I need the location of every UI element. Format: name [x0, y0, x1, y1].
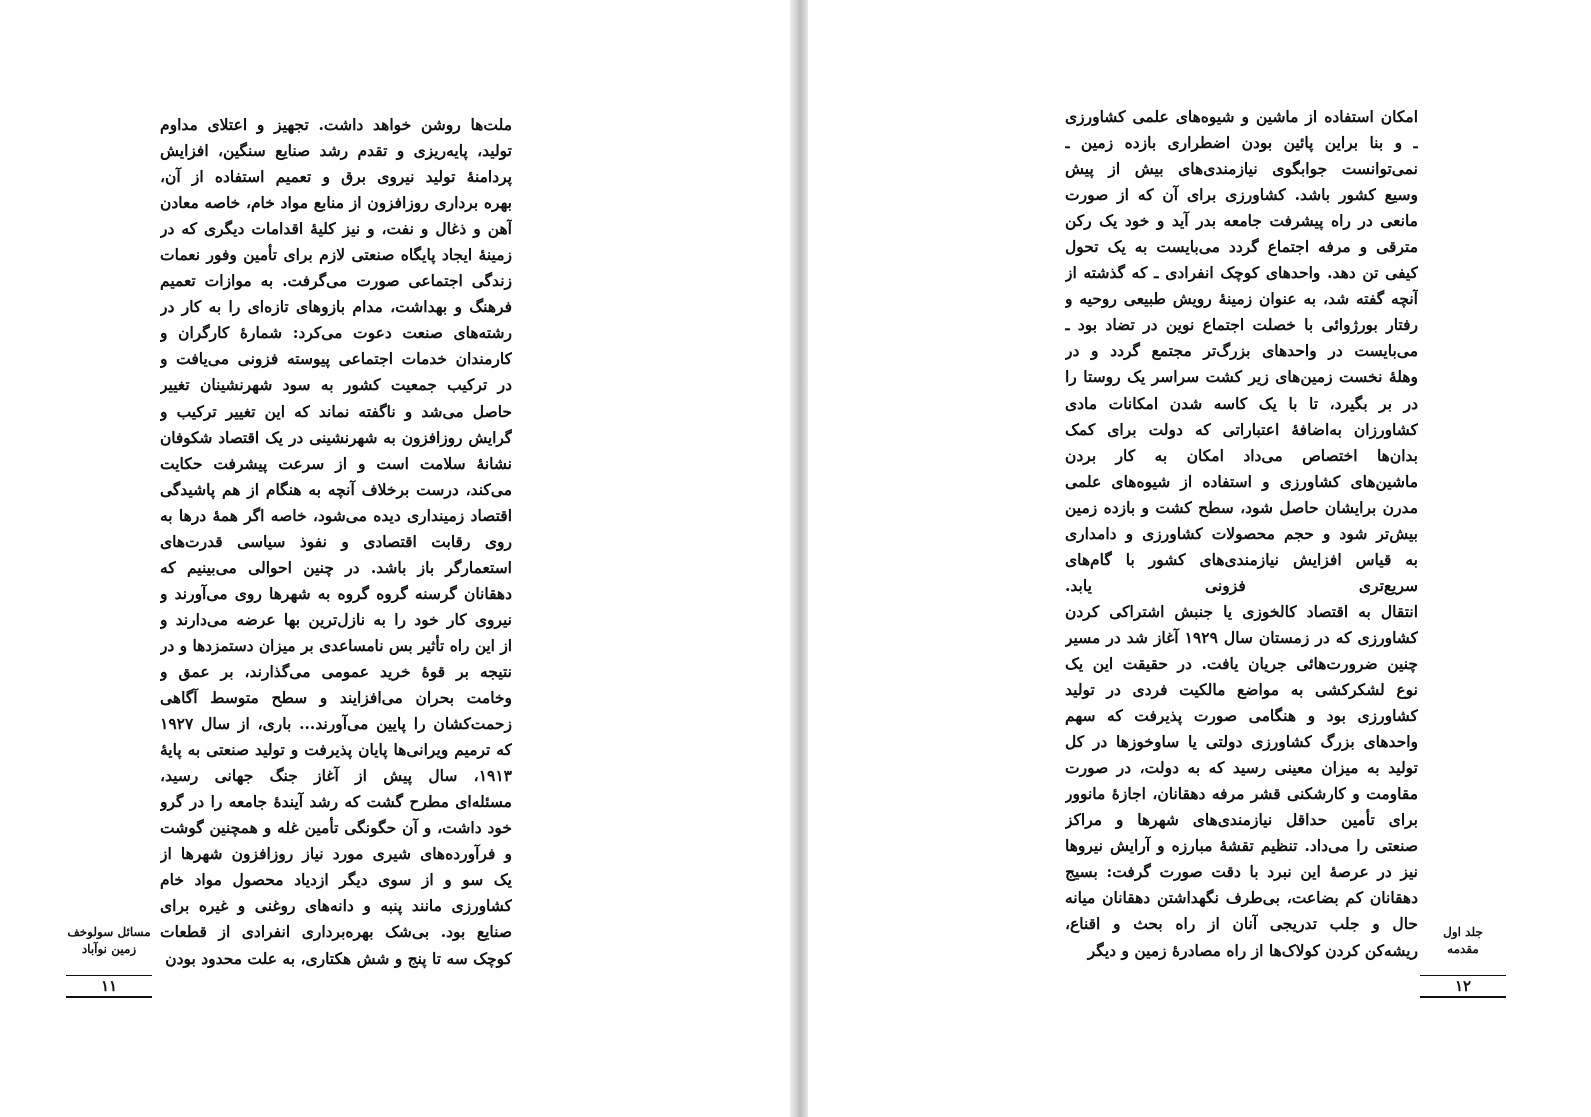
text-line: واحدهای بزرگ کشاورزی دولتی یا ساوخوزها در کل: [1065, 732, 1418, 752]
text-line: بهره برداری روزافزون از منابع مواد خام، خاصه معادن: [160, 193, 512, 213]
left-page-number: ۱۱: [100, 977, 118, 995]
book-gutter: [790, 0, 808, 1117]
folio-rule: [66, 996, 152, 998]
text-line: سریع‌تری فزونی یابد.: [1065, 575, 1418, 595]
text-line: یک سو و از سوی دیگر ازدیاد محصول مواد خام: [160, 870, 512, 890]
text-line: امکان استفاده از ماشین و شیوه‌های علمی کشاورزی: [1065, 107, 1418, 126]
text-line: وسیع کشور باشد. کشاورزی برای آن که از صورت: [1065, 185, 1418, 205]
text-line: دهقانان کم بضاعت، بی‌طرف نگهداشتن دهقانان میانه: [1065, 888, 1418, 908]
text-line: حال و جلب تدریجی آنان از راه بحث و اقناع،: [1065, 914, 1418, 934]
text-line: مترقی و مرفه اجتماع گردد می‌بایست به یک تحول: [1065, 237, 1418, 257]
text-line: ماشین‌های کشاورزی و استفاده از شیوه‌های علمی: [1065, 471, 1418, 491]
text-line: کارمندان خدمات اجتماعی پیوسته فزونی می‌یافت و: [160, 349, 512, 369]
text-line: استعمارگر باز باشد. در چنین احوالی می‌بینیم که: [160, 557, 512, 577]
text-line: خود داشت، و آن حگونگی تأمین غله و همچنین گوشت: [160, 818, 512, 838]
text-line: که ترمیم ویرانی‌ها پایان پذیرفت و تولید صنعتی به پایهٔ: [160, 740, 512, 760]
text-line: رفتار بورژوائی با خصلت اجتماع نوین در تضاد بود ـ: [1065, 315, 1418, 335]
text-line: کشاورزی مانند پنبه و دانه‌های روغنی و غیره برای: [160, 896, 512, 916]
text-line: مدرن برایشان حاصل شود، سطح کشت و بازده زمین: [1065, 497, 1418, 517]
text-line: کشاورزان به‌اضافهٔ اعتباراتی که دولت برای کمک: [1065, 419, 1418, 439]
text-line: پردامنهٔ تولید نیروی برق و تعمیم استفاده از آن،: [160, 167, 512, 187]
running-head-line: مسائل سولوخف: [67, 925, 151, 939]
running-head-line: جلد اول: [1443, 925, 1483, 939]
right-page: [808, 0, 1591, 1117]
text-line: صنعتی را می‌داد. تنظیم تقشهٔ مبارزه و آرایش نیروها: [1065, 836, 1418, 856]
text-line: برای تأمین حداقل نیازمندی‌های شهرها و مراکز: [1065, 810, 1418, 830]
right-running-head: [1420, 924, 1506, 958]
right-page-body-text: [1065, 104, 1418, 964]
text-line: صنایع بود. بی‌شک بهره‌برداری انفرادی از قطعات: [160, 922, 512, 942]
text-line: مقاومت و کارشکنی قشر مرفه دهقانان، اجازهٔ مانوور: [1065, 784, 1418, 804]
text-line: بدان‌ها اختصاص می‌داد امکان به کار بردن: [1065, 445, 1418, 465]
text-line: گرایش روزافزون به شهرنشینی در یک اقتصاد شکوفان: [160, 428, 512, 447]
text-line: کوچک سه تا پنج و شش هکتاری، به علت محدود بودن: [165, 948, 512, 968]
text-line: انتقال به اقتصاد کالخوزی یا جنبش اشتراکی کردن: [1065, 601, 1418, 621]
text-line: فرهنگ و بهداشت، مدام بازوهای تازه‌ای را به کار در: [160, 297, 512, 317]
text-line: ۱۹۱۳، سال پیش از آغاز جنگ جهانی رسید،: [160, 766, 512, 786]
text-line: مانعی در راه پیشرفت جامعه بدر آید و خود یک رکن: [1065, 211, 1418, 231]
text-line: اقتصاد زمینداری دیده می‌شود، خاصه اگر همهٔ درها به: [160, 505, 512, 525]
text-line: رشته‌های صنعت دعوت می‌کرد: شمارهٔ کارگران و: [160, 323, 512, 343]
running-head-line: زمین نوآباد: [81, 942, 137, 956]
text-line: نتیجه بر قوهٔ خرید عمومی می‌گذارند، بر عمق و: [160, 661, 512, 681]
left-running-head: [66, 924, 152, 958]
left-page: [0, 0, 790, 1117]
text-line: وهلهٔ نخست زمین‌های زیر کشت سراسر یک روستا را: [1065, 367, 1418, 387]
text-line: زمینهٔ ایجاد پایگاه صنعتی لازم برای تأمین وفور نعمات: [160, 245, 512, 265]
text-line: چنین ضرورت‌هائی جریان یافت. در حقیقت این یک: [1065, 653, 1418, 673]
text-line: کیفی تن دهد. واحدهای کوچک انفرادی ـ که گذشته از: [1065, 263, 1418, 283]
text-line: نوع لشکرکشی به مواضع مالکیت فردی در تولید: [1065, 680, 1418, 700]
text-line: در ترکیب جمعیت کشور به سود شهرنشینان تغییر: [160, 375, 512, 395]
text-line: ملت‌ها روشن خواهد داشت. تجهیز و اعتلای مداوم: [160, 115, 512, 134]
text-line: ـ و بنا براین پائین بودن اضطراری بازده زمین ـ: [1065, 133, 1418, 153]
text-line: حاصل می‌شد و ناگفته نماند که این تغییر ترکیب و: [160, 401, 512, 421]
text-line: کشاورزی که در زمستان سال ۱۹۲۹ آغاز شد در مسیر: [1065, 627, 1418, 647]
text-line: و فرآورده‌های شیری مورد نیاز روزافزون شهرها از: [160, 844, 512, 864]
text-line: بیش‌تر شود و حجم محصولات کشاورزی و دامداری: [1065, 523, 1418, 543]
text-line: نیز در عرصهٔ این نبرد با دقت صورت گرفت: بسیج: [1065, 862, 1418, 882]
text-line: زندگی اجتماعی صورت می‌گرفت. به موازات تعمیم: [160, 271, 512, 291]
text-line: در بر بگیرد، تا با یک کاسه شدن امکانات مادی: [1065, 393, 1418, 413]
text-line: آنچه گفته شد، به عنوان زمینهٔ رویش طبیعی روحیه و: [1065, 289, 1418, 309]
running-head-line: مقدمه: [1447, 942, 1479, 956]
right-page-number: ۱۲: [1454, 977, 1472, 995]
text-line: می‌بایست در واحدهای بزرگ‌تر مجتمع گردد و در: [1065, 341, 1418, 361]
text-line: دهقانان گرسنه گروه گروه به شهرها روی می‌آورند و: [160, 583, 512, 603]
folio-rule: [1420, 996, 1506, 998]
text-line: نمی‌توانست جوابگوی نیازمندی‌های بیش از پیش: [1065, 159, 1418, 179]
folio-rule: [1420, 975, 1506, 976]
text-line: زحمت‌کشان را پایین می‌آورند... باری، از سال ۱۹۲۷: [160, 714, 512, 734]
text-line: نیروی کار خود را به نازل‌ترین بها عرضه می‌دارند و: [160, 609, 512, 629]
text-line: کشاورزی بود و هنگامی صورت پذیرفت که سهم: [1065, 706, 1418, 726]
text-line: تولید، پایه‌ریزی و تقدم رشد صنایع سنگین، افزایش: [160, 141, 512, 161]
folio-rule: [66, 975, 152, 976]
text-line: می‌کند، درست برخلاف آنچه به هنگام از هم پاشیدگی: [160, 479, 512, 499]
text-line: ریشه‌کن کردن کولاک‌ها از راه مصادرهٔ زمین و دیگر: [1087, 940, 1418, 960]
text-line: روی رقابت اقتصادی و نفوذ سیاسی قدرت‌های: [160, 531, 512, 551]
text-line: نشانهٔ سلامت است و از سرعت پیشرفت حکایت: [160, 453, 512, 473]
text-line: از این راه تأثیر بس نامساعدی بر میزان دستمزدها و در: [160, 636, 512, 655]
text-line: وخامت بحران می‌افزایند و سطح متوسط آگاهی: [160, 688, 512, 708]
text-line: مسئله‌ای مطرح گشت که رشد آیندهٔ جامعه را در گرو: [160, 792, 512, 812]
text-line: آهن و ذغال و نفت، و نیز کلیهٔ اقدامات دیگری که در: [160, 219, 512, 239]
left-page-body-text: [160, 112, 512, 972]
text-line: تولید به میزان معینی رسید که به دولت، در صورت: [1065, 758, 1418, 778]
text-line: به قیاس افزایش نیازمندی‌های کشور با گام‌های: [1065, 549, 1418, 569]
